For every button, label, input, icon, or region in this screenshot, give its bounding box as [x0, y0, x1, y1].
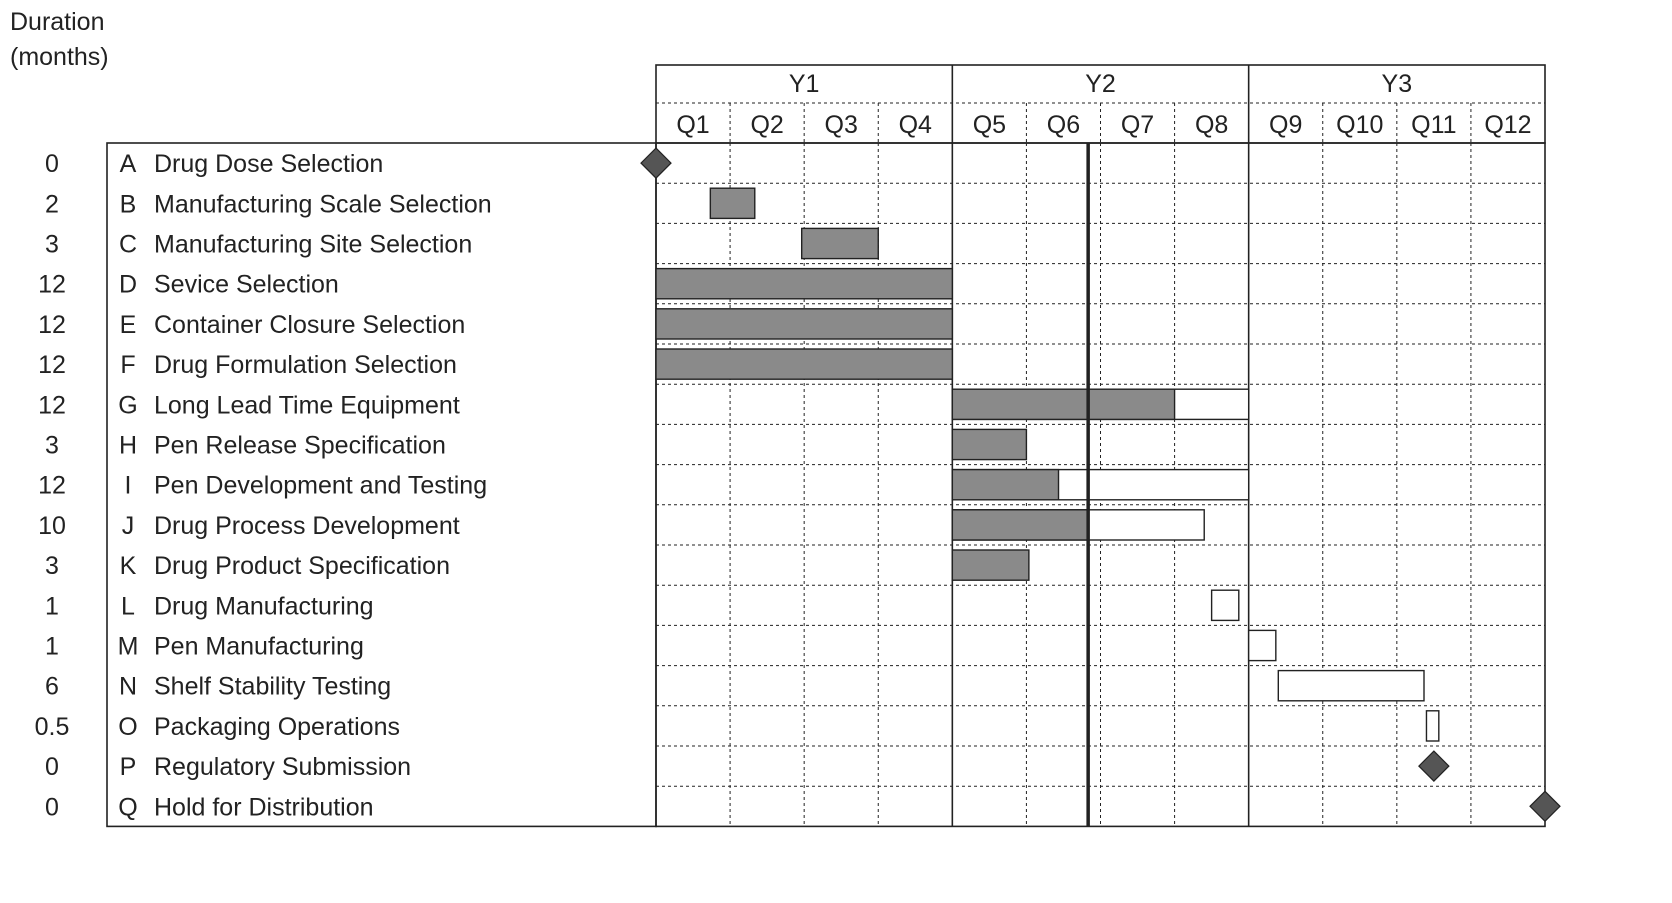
duration-b: 2 [45, 190, 59, 219]
task-name-k: Drug Product Specification [154, 552, 450, 581]
duration-m: 1 [45, 632, 59, 661]
task-name-d: Sevice Selection [154, 270, 339, 299]
task-name-l: Drug Manufacturing [154, 592, 374, 621]
task-letter-i: I [124, 471, 132, 500]
year-label-y3: Y3 [1381, 70, 1413, 98]
duration-q: 0 [45, 793, 59, 822]
bar-done-d [656, 269, 952, 299]
task-name-f: Drug Formulation Selection [154, 351, 457, 380]
duration-header-line-1: Duration [10, 8, 105, 36]
duration-g: 12 [38, 391, 66, 420]
duration-f: 12 [38, 351, 66, 380]
bar-done-c [802, 228, 879, 258]
quarter-label-q2: Q2 [750, 111, 784, 139]
task-name-b: Manufacturing Scale Selection [154, 190, 492, 219]
quarter-label-q5: Q5 [972, 111, 1007, 139]
task-letter-g: G [118, 391, 138, 420]
task-name-o: Packaging Operations [154, 712, 400, 741]
quarter-label-q4: Q4 [898, 111, 932, 139]
task-name-i: Pen Development and Testing [154, 471, 488, 500]
task-letter-c: C [118, 230, 138, 259]
task-letter-o: O [118, 712, 138, 741]
task-name-m: Pen Manufacturing [154, 632, 364, 661]
task-name-g: Long Lead Time Equipment [154, 391, 460, 420]
task-name-c: Manufacturing Site Selection [154, 230, 473, 259]
duration-header-line-2: (months) [10, 43, 109, 71]
quarter-label-q7: Q7 [1120, 111, 1155, 139]
duration-a: 0 [45, 150, 59, 179]
task-letter-n: N [118, 672, 138, 701]
task-name-q: Hold for Distribution [154, 793, 374, 822]
bar-done-b [710, 188, 754, 218]
bar-remaining-l [1212, 590, 1239, 620]
bar-done-h [952, 429, 1026, 459]
duration-j: 10 [38, 511, 66, 540]
task-name-h: Pen Release Specification [154, 431, 446, 460]
task-name-j: Drug Process Development [154, 511, 460, 540]
duration-p: 0 [45, 753, 59, 782]
task-name-a: Drug Dose Selection [154, 150, 384, 179]
task-letter-j: J [121, 511, 135, 540]
bar-done-f [656, 349, 952, 379]
quarter-label-q3: Q3 [824, 111, 858, 139]
task-letter-a: A [119, 150, 137, 179]
duration-d: 12 [38, 270, 66, 299]
task-letter-e: E [119, 310, 137, 339]
duration-n: 6 [45, 672, 59, 701]
duration-e: 12 [38, 310, 66, 339]
duration-c: 3 [45, 230, 59, 259]
quarter-label-q8: Q8 [1194, 111, 1229, 139]
labels-layer [35, 70, 1532, 821]
task-letter-h: H [118, 431, 138, 460]
quarter-label-q12: Q12 [1484, 111, 1532, 139]
task-name-p: Regulatory Submission [154, 753, 412, 782]
task-letter-m: M [117, 632, 139, 661]
task-letter-d: D [118, 270, 138, 299]
task-letter-p: P [119, 753, 137, 782]
bar-remaining-o [1426, 711, 1438, 741]
task-letter-l: L [121, 592, 135, 621]
bar-done-j [952, 510, 1088, 540]
task-letter-k: K [119, 552, 137, 581]
duration-o: 0.5 [34, 712, 70, 741]
bar-remaining-n [1278, 671, 1424, 701]
bar-remaining-m [1249, 630, 1276, 660]
bar-done-g [952, 389, 1174, 419]
bar-done-e [656, 309, 952, 339]
duration-i: 12 [38, 471, 66, 500]
bar-done-k [952, 550, 1029, 580]
milestone-q [1530, 791, 1560, 821]
task-letter-f: F [120, 351, 136, 380]
task-name-e: Container Closure Selection [154, 310, 466, 339]
bar-done-i [952, 470, 1058, 500]
duration-k: 3 [45, 552, 59, 581]
duration-l: 1 [45, 592, 59, 621]
task-letter-b: B [119, 190, 137, 219]
quarter-label-q6: Q6 [1046, 111, 1081, 139]
milestone-p [1419, 751, 1449, 781]
task-letter-q: Q [118, 793, 138, 822]
task-name-n: Shelf Stability Testing [154, 672, 392, 701]
milestone-a [641, 148, 671, 178]
year-label-y2: Y2 [1085, 70, 1116, 98]
duration-h: 3 [45, 431, 59, 460]
quarter-label-q1: Q1 [676, 111, 710, 139]
quarter-label-q10: Q10 [1336, 111, 1384, 139]
quarter-label-q11: Q11 [1411, 111, 1457, 139]
year-label-y1: Y1 [788, 70, 820, 98]
quarter-label-q9: Q9 [1269, 111, 1303, 139]
